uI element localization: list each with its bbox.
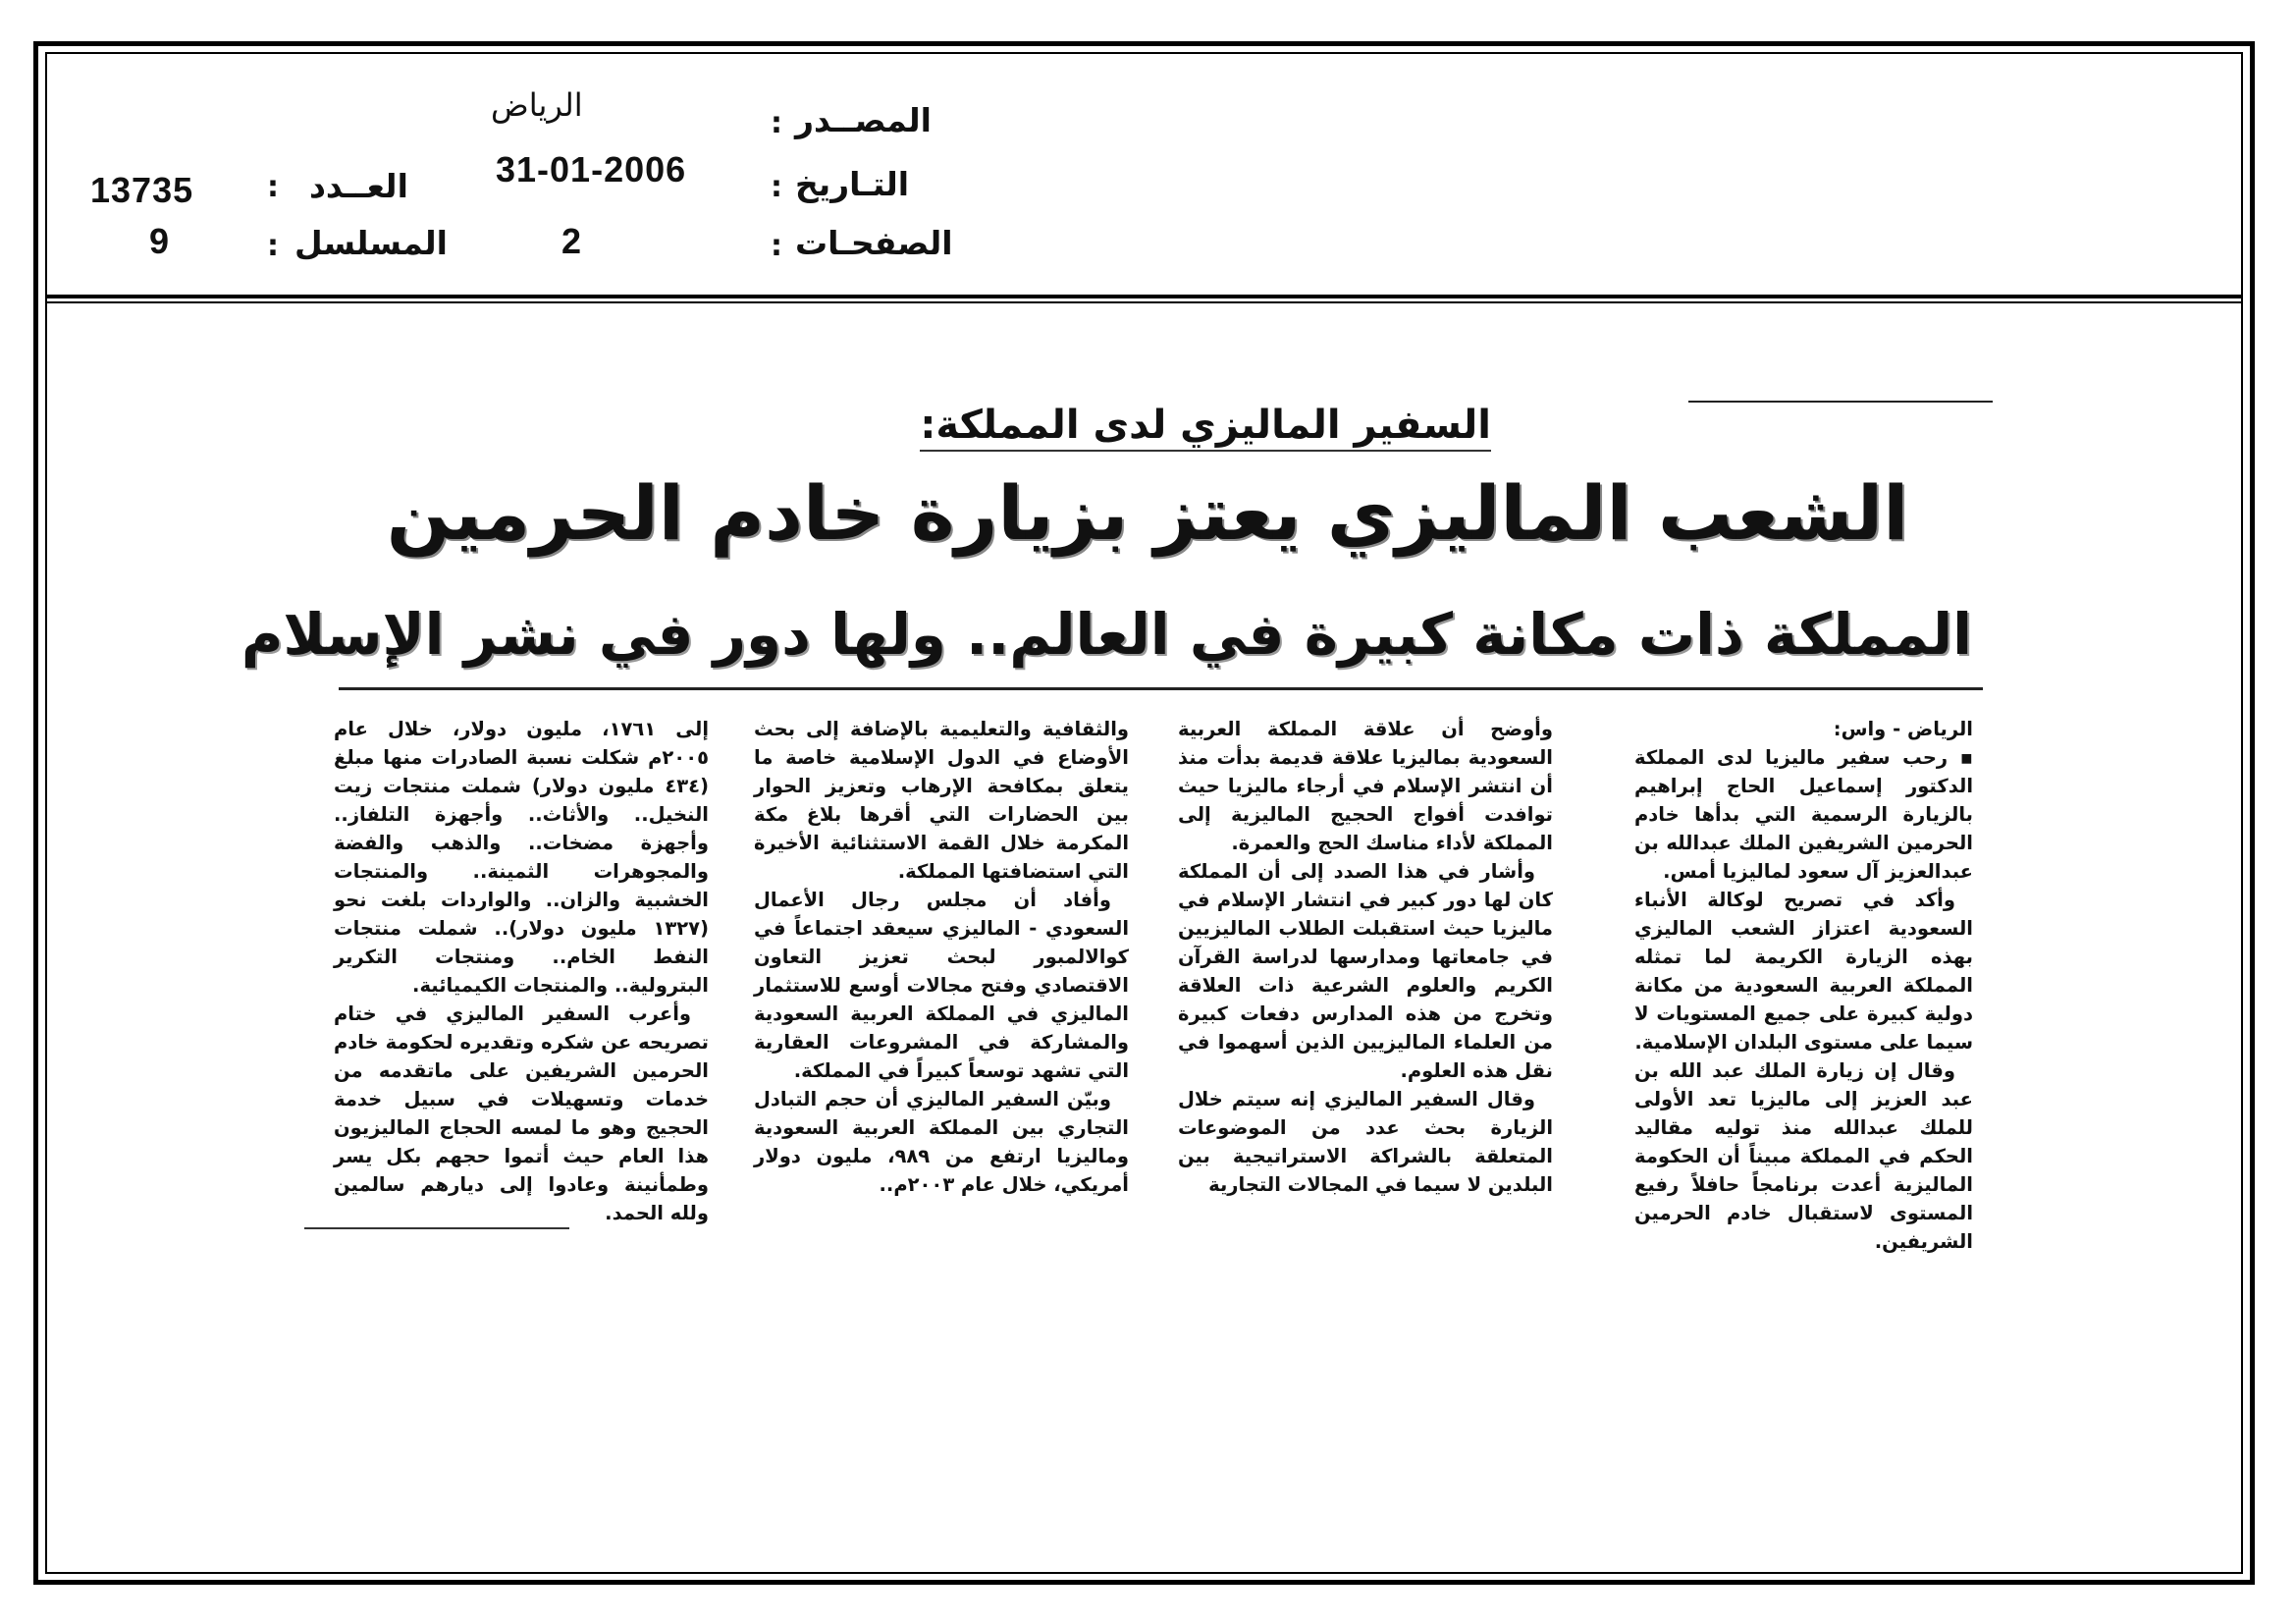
top-rule [1688, 401, 1993, 403]
article-supertitle: السفير الماليزي لدى المملكة: [920, 403, 1491, 452]
serial-value: 9 [149, 221, 171, 261]
article-paragraph: إلى ١٧٦١، مليون دولار، خلال عام ٢٠٠٥م شكلت نسبة الصادرات منها مبلغ (٤٣٤ مليون دولار) شملت منتجات زيت النخيل.. والأثاث.. وأجهزة التلفاز.. وأجهزة مضخات.. والذهب والفضة والمجوهرات الثمينة.. والمنتجات الخشبية والزان.. والواردات بلغت نحو (١٣٢٧ مليون دولار).. شملت منتجات النفط الخام.. ومنتجات التكرير البترولية.. والمنتجات الكيميائية. [334, 718, 709, 997]
issue-value: 13735 [90, 170, 194, 210]
issue-label: العــدد [309, 167, 408, 205]
article-dateline: الرياض - واس: [1833, 718, 1973, 740]
issue-colon: : [267, 170, 279, 204]
article-subtitle: المملكة ذات مكانة كبيرة في العالم.. ولها دور في نشر الإسلام [240, 601, 1972, 668]
date-colon: : [771, 170, 782, 204]
article-paragraph: وأعرب السفير الماليزي في ختام تصريحه عن شكره وتقديره لحكومة خادم الحرمين الشريفين على ماتقدمه من خدمات وتسهيلات في سبيل خدمة الحجيج وهو ما لمسه الحجاج الماليزيون هذا العام حيث أتموا حجهم بكل يسر وطمأنينة وعادوا إلى ديارهم سالمين ولله الحمد. [334, 1002, 709, 1224]
source-label: المصــدر [795, 101, 932, 139]
article-end-rule [304, 1227, 569, 1229]
article-paragraph: وبيّن السفير الماليزي أن حجم التبادل التجاري بين المملكة العربية السعودية وماليزيا ارتفع من ٩٨٩، مليون دولار أمريكي، خلال عام ٢٠٠٣م.. [754, 1088, 1129, 1196]
article-paragraph: ▪ رحب سفير ماليزيا لدى المملكة الدكتور إسماعيل الحاج إبراهيم بالزيارة الرسمية التي بدأها خادم الحرمين الشريفين الملك عبدالله بن عبدالعزيز آل سعود لماليزيا أمس. [1634, 746, 1973, 883]
serial-label: المسلسل [294, 224, 448, 262]
article-paragraph: وقال السفير الماليزي إنه سيتم خلال الزيارة بحث عدد من الموضوعات المتعلقة بالشراكة الاستراتيجية بين البلدين لا سيما في المجالات التجارية [1178, 1088, 1553, 1196]
article-paragraph: وأشار في هذا الصدد إلى أن المملكة كان لها دور كبير في انتشار الإسلام في ماليزيا حيث استقبلت الطلاب الماليزيين في جامعاتها ومدارسها لدراسة القرآن الكريم والعلوم الشرعية ذات العلاقة وتخرج من هذه المدارس دفعات كبيرة من العلماء الماليزيين الذين أسهموا في نقل هذه العلوم. [1178, 860, 1553, 1082]
article-column-1 [1634, 715, 1973, 1256]
serial-colon: : [267, 229, 279, 263]
article-column-4 [334, 715, 709, 1227]
header-divider [45, 295, 2243, 303]
article-title: الشعب الماليزي يعتز بزيارة خادم الحرمين [386, 469, 1909, 557]
article-paragraph: وأفاد أن مجلس رجال الأعمال السعودي - الماليزي سيعقد اجتماعاً في كوالالمبور لبحث تعزيز التعاون الاقتصادي وفتح مجالات أوسع للاستثمار الماليزي في المملكة العربية السعودية والمشاركة في المشروعات العقارية التي تشهد توسعاً كبيراً في المملكة. [754, 889, 1129, 1082]
date-label: التـاريخ [795, 165, 910, 203]
article-column-3 [754, 715, 1129, 1199]
title-underline [339, 687, 1983, 690]
article-paragraph: وقال إن زيارة الملك عبد الله بن عبد العزيز إلى ماليزيا تعد الأولى للملك عبدالله منذ توليه مقاليد الحكم في المملكة مبيناً أن الحكومة الماليزية أعدت برنامجاً حافلاً رفيع المستوى لاستقبال خادم الحرمين الشريفين. [1634, 1059, 1973, 1253]
article-paragraph: وأكد في تصريح لوكالة الأنباء السعودية اعتزاز الشعب الماليزي بهذه الزيارة الكريمة لما تمثله المملكة العربية السعودية من مكانة دولية كبيرة على جميع المستويات لا سيما على مستوى البلدان الإسلامية. [1634, 889, 1973, 1054]
pages-colon: : [771, 229, 782, 263]
pages-value: 2 [561, 221, 583, 261]
source-colon: : [771, 106, 782, 140]
article-paragraph: وأوضح أن علاقة المملكة العربية السعودية بماليزيا علاقة قديمة بدأت منذ أن انتشر الإسلام في أرجاء ماليزيا حيث توافدت أفواج الحجيج الماليزية إلى المملكة لأداء مناسك الحج والعمرة. [1178, 718, 1553, 854]
source-value: الرياض [491, 86, 583, 124]
pages-label: الصفحـات [795, 224, 953, 262]
article-column-2 [1178, 715, 1553, 1199]
date-value: 31-01-2006 [496, 149, 687, 189]
article-paragraph: والثقافية والتعليمية بالإضافة إلى بحث الأوضاع في الدول الإسلامية خاصة ما يتعلق بمكافحة الإرهاب وتعزيز الحوار بين الحضارات التي أقرها بلاغ مكة المكرمة خلال القمة الاستثنائية الأخيرة التي استضافتها المملكة. [754, 718, 1129, 883]
